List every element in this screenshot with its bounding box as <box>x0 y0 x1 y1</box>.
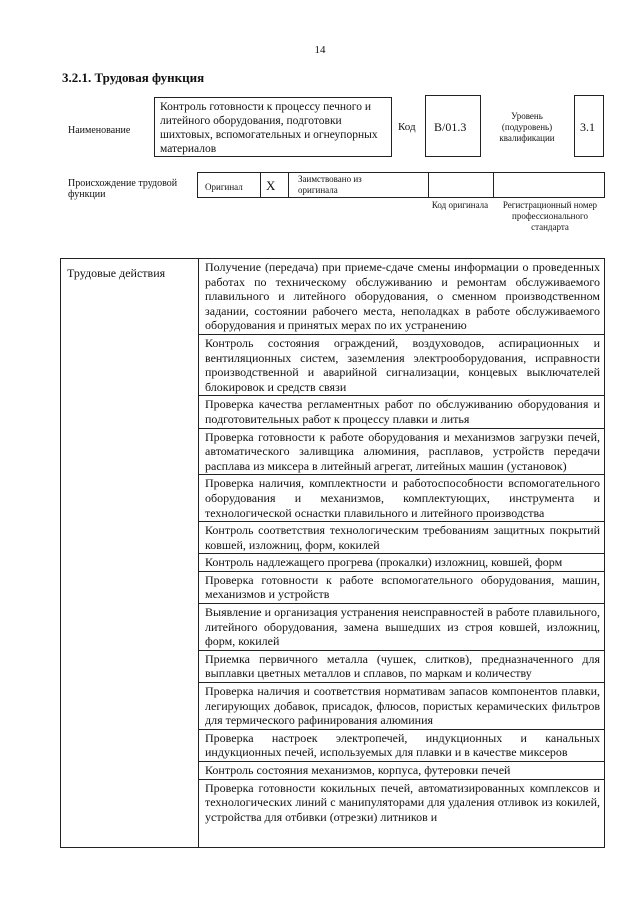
code-label: Код <box>398 121 416 133</box>
labor-actions-label: Трудовые действия <box>67 266 166 280</box>
code-original-caption: Код оригинала <box>431 200 489 210</box>
level-label: Уровень (подуровень) квалификации <box>499 111 555 143</box>
table-row: Выявление и организация устранения неисправностей в работе плавильного, литейного оборудования, замена вышедших из строя ковшей, изложниц, форм, кокилей <box>199 604 604 651</box>
code-value: B/01.3 <box>434 120 467 134</box>
labor-actions-table <box>60 258 605 848</box>
table-row: Проверка готовности к работе вспомогательного оборудования, машин, механизмов и устройств <box>199 572 604 604</box>
table-row: Контроль соответствия технологическим требованиям защитных покрытий ковшей, изложниц, форм, кокилей <box>199 522 604 554</box>
table-row: Проверка наличия и соответствия нормативам запасов компонентов плавки, легирующих добавок, присадок, флюсов, пористых керамических фильтров для термического рафинирования алюминия <box>199 683 604 730</box>
original-mark: X <box>266 178 276 193</box>
code-value-box <box>425 95 481 157</box>
table-row: Контроль состояния ограждений, воздуховодов, аспирационных и вентиляционных систем, заземления электрооборудования, исправности производственной и аварийной сигнализации, концевых выключателей блокировок и средств связи <box>199 335 604 396</box>
table-row: Контроль надлежащего прогрева (прокалки) изложниц, ковшей, форм <box>199 554 604 572</box>
name-value: Контроль готовности к процессу печного и литейного оборудования, подготовки шихтовых, вспомогательных и огнеупорных материалов <box>160 101 378 155</box>
name-label: Наименование <box>68 125 131 136</box>
table-row: Получение (передача) при приеме-сдаче смены информации о проведенных работах по техническому обслуживанию и ремонтам обслуживаемого плавильного и литейного оборудования, о сменном производственном задании, состоянии рабочего места, неполадках в работе обслуживаемого оборудования и принятых мерах по их устранению <box>199 259 604 335</box>
level-value: 3.1 <box>580 120 595 134</box>
labor-actions-rows <box>199 259 604 825</box>
origin-table <box>197 172 605 198</box>
table-row: Проверка готовности кокильных печей, автоматизированных комплексов и технологических линий с манипуляторами для удаления отливок из кокилей, устройства для отбивки (отрезки) литников и <box>205 780 600 824</box>
original-label: Оригинал <box>205 182 243 192</box>
name-value-box <box>154 97 392 157</box>
table-row: Проверка наличия, комплектности и работоспособности вспомогательного оборудования и механизмов, комплектующих, инструмента и технологической оснастки плавильного и литейного производства <box>199 475 604 522</box>
table-row: Приемка первичного металла (чушек, слитков), предназначенного для выплавки цветных металлов и сплавов, по маркам и количеству <box>199 651 604 683</box>
section-title: 3.2.1. Трудовая функция <box>62 70 205 85</box>
reg-number-caption: Регистрационный номер профессионального стандарта <box>502 200 598 232</box>
table-row: Проверка настроек электропечей, индукционных и канальных индукционных печей, используемых для плавки и в качестве миксеров <box>199 730 604 762</box>
borrowed-label: Заимствовано из оригинала <box>298 174 362 195</box>
table-row: Проверка качества регламентных работ по обслуживанию оборудования и подготовительных работ к процессу плавки и литья <box>199 396 604 428</box>
page-number: 14 <box>314 44 326 56</box>
level-value-box <box>574 95 604 157</box>
labor-actions-label-cell <box>61 259 199 847</box>
table-row: Контроль состояния механизмов, корпуса, футеровки печей <box>199 762 604 780</box>
table-row: Проверка готовности к работе оборудования и механизмов загрузки печей, автоматического заливщика алюминия, расплавов, устройств передачи расплава из миксера в литейный агрегат, литейных машин (установок) <box>199 429 604 476</box>
origin-label: Происхождение трудовой функции <box>68 178 178 200</box>
